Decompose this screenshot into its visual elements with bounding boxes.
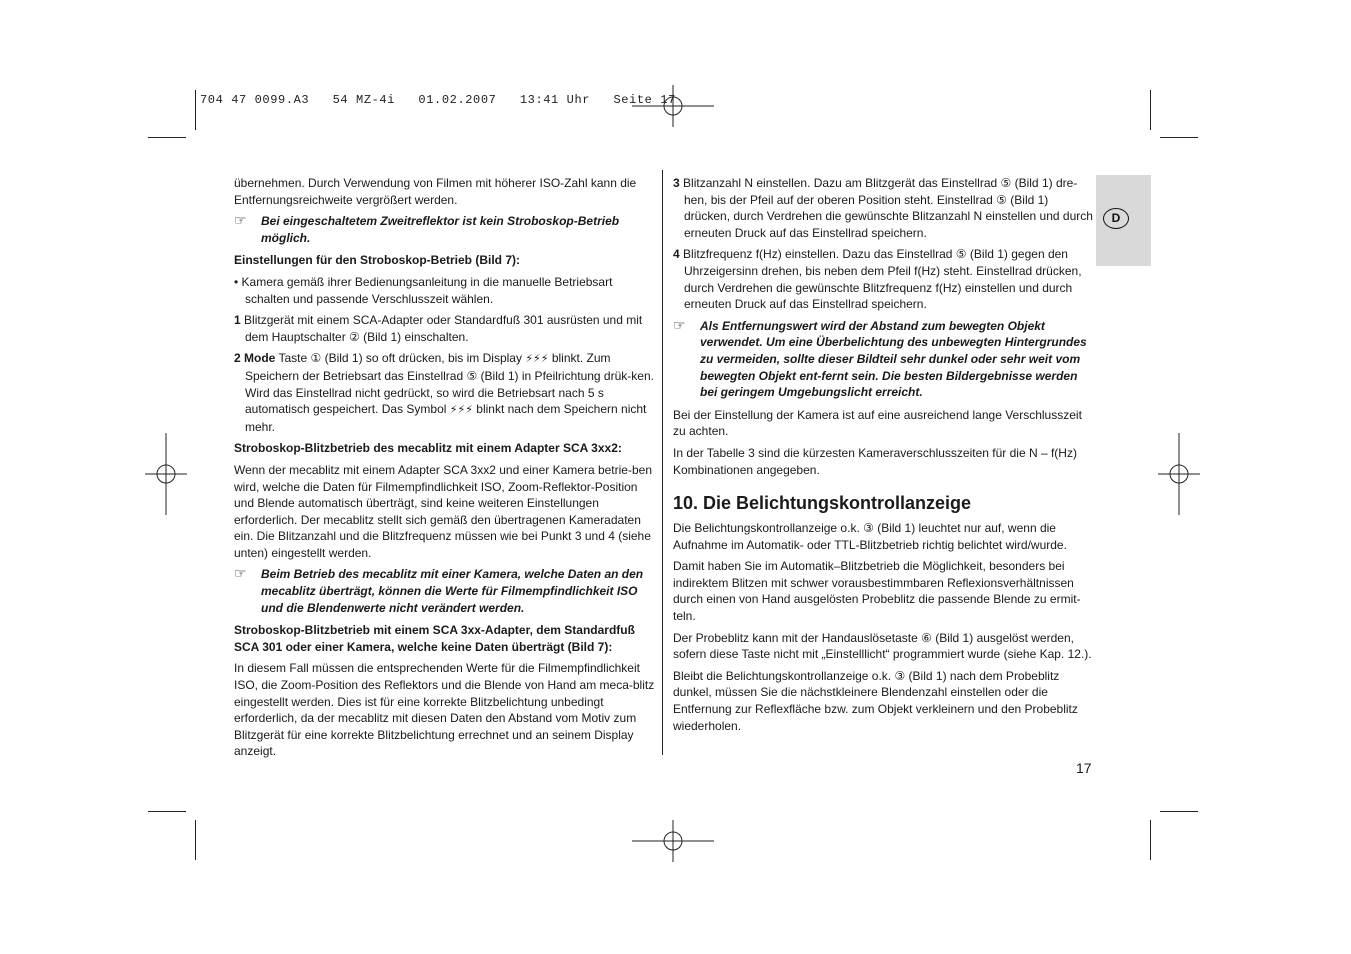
bullet-item: • Kamera gemäß ihrer Bedienungsanleitung in die manuelle Betriebsart schalten und passende Verschlusszeit wählen. [234, 274, 613, 306]
crop-mark [148, 137, 186, 138]
heading: Stroboskop-Blitzbetrieb des mecablitz mit einem Adapter SCA 3xx2: [234, 441, 622, 456]
right-column [673, 175, 1093, 739]
note [673, 318, 1093, 401]
step-number: 3 [673, 176, 680, 190]
crosshair-icon [632, 85, 714, 127]
step-item [673, 175, 1093, 241]
paragraph: Wenn der mecablitz mit einem Adapter SCA 3xx2 und einer Kamera betrie-ben wird, welche die Daten für Filmempfindlichkeit ISO, Zoom-Reflektor-Position und Blende automatisch überträgt, sind keine weiteren Einstellungen erforderlich. Der mecablitz stellt sich gemäß den übertragenen Kameradaten ein. Die Blitzanzahl und die Blitzfrequenz müssen wie bei Punkt 3 und 4 (siehe unten) eingestellt werden. [234, 462, 652, 560]
paragraph: Die Belichtungskontrollanzeige o.k. ③ (Bild 1) leuchtet nur auf, wenn die Aufnahme im Automatik- oder TTL-Blitzbetrieb richtig belichtet wird/wurde. [673, 521, 1067, 552]
step-text: Blitzfrequenz f(Hz) einstellen. Dazu das Einstellrad ⑤ (Bild 1) gegen den Uhrzeigersinn drehen, bis neben dem Pfeil f(Hz) steht. Einstellrad drücken, durch Verdrehen die gewünschte Blitzfrequenz f(Hz) einstellen und durch erneuten Druck auf das Einstellrad speichern. [679, 247, 1082, 312]
pointing-hand-icon: ☞ [234, 212, 247, 229]
note-text: Bei eingeschaltetem Zweitreflektor ist kein Stroboskop-Betrieb möglich. [261, 214, 620, 245]
heading: Stroboskop-Blitzbetrieb mit einem SCA 3xx-Adapter, dem Standardfuß SCA 301 oder einer Kamera, welche keine Daten überträgt (Bild 7): [234, 623, 635, 654]
paragraph: In der Tabelle 3 sind die kürzesten Kameraverschlusszeiten für die N – f(Hz) Kombinationen angegeben. [673, 445, 1077, 477]
step-text: blinkt. Zum Speichern der Betriebsart das Einstellrad ⑤ (Bild 1) in Pfeilrichtung drük-ken. Wird das Einstellrad nicht gedrückt, so wird die Betriebsart nach 5 s automatisch gespeichert. Das Symbol [245, 351, 654, 417]
paragraph: Bleibt die Belichtungskontrollanzeige o.k. ③ (Bild 1) nach dem Probeblitz dunkel, müssen Sie die nächstkleinere Blendenzahl einstellen oder die Entfernung zur Reflexfläche bzw. zum Objekt verkleinern und den Probeblitz wiederholen. [673, 668, 1078, 733]
page-number: 17 [1076, 760, 1092, 776]
pointing-hand-icon: ☞ [234, 565, 247, 582]
crop-mark [1150, 90, 1151, 130]
left-column [234, 175, 656, 765]
section-title: 10. Die Belichtungskontrollanzeige [673, 493, 972, 514]
paragraph: In diesem Fall müssen die entsprechenden Werte für die Filmempfindlichkeit ISO, die Zoom-Position des Reflektors und die Blende von Hand am meca-blitz eingestellt werden. Dies ist für eine korrekte Blitzbelichtung unbedingt erforderlich, da der mecablitz mit diesen Daten den Abstand vom Motiv zum Blitzgerät für eine korrekte Blitzbelichtung errechnet und an seinem Display anzeigt. [234, 661, 655, 759]
note-text: Beim Betrieb des mecablitz mit einer Kamera, welche Daten an den mecablitz überträgt, können die Werte für Filmempfindlichkeit ISO und die Blendenwerte nicht verändert werden. [261, 567, 644, 615]
column-divider [662, 170, 663, 755]
step-text: blinkt nach dem Speichern nicht mehr. [245, 402, 647, 434]
heading: Einstellungen für den Stroboskop-Betrieb (Bild 7): [234, 253, 521, 268]
print-slug: 704 47 0099.A3 54 MZ-4i 01.02.2007 13:41 Uhr Seite 17 [200, 93, 676, 107]
crop-mark [148, 811, 186, 812]
crop-mark [195, 90, 196, 130]
stroboscope-symbol-icon: ⚡⚡⚡ [449, 404, 473, 417]
crosshair-icon [145, 433, 187, 515]
paragraph: Bei der Einstellung der Kamera ist auf eine ausreichend lange Verschlusszeit zu achten. [673, 407, 1082, 439]
step-item [234, 312, 656, 345]
note [234, 213, 656, 246]
paragraph: Damit haben Sie im Automatik–Blitzbetrieb die Möglichkeit, besonders bei indirektem Blitzen mit schwer vorausbestimmbaren Reflexionsverhältnissen durch einen von Hand ausgelösten Probeblitz die passende Blende zu ermit-teln. [673, 559, 1081, 624]
crop-mark [1150, 820, 1151, 860]
crop-mark [1160, 811, 1198, 812]
crop-mark [195, 820, 196, 860]
step-text: Taste ① (Bild 1) so oft drücken, bis im Display [275, 351, 526, 366]
step-item [673, 246, 1093, 312]
crosshair-icon [632, 820, 714, 862]
stroboscope-symbol-icon: ⚡⚡⚡ [525, 353, 549, 366]
language-tab-letter: D [1103, 208, 1129, 229]
note [234, 566, 656, 616]
paragraph: übernehmen. Durch Verwendung von Filmen mit höherer ISO-Zahl kann die Entfernungsreichweite vergrößert werden. [234, 176, 637, 207]
step-number: 2 Mode [234, 351, 276, 366]
step-text: Blitzgerät mit einem SCA-Adapter oder Standardfuß 301 ausrüsten und mit dem Hauptschalter ② (Bild 1) einschalten. [240, 313, 643, 344]
note-text: Als Entfernungswert wird der Abstand zum bewegten Objekt verwendet. Um eine Überbelichtung des unbewegten Hintergrundes zu vermeiden, sollte dieser Bildteil sehr dunkel oder sehr weit vom bewegten Objekt ent-fernt sein. Die besten Bildergebnisse werden bei geringem Umgebungslicht erreicht. [700, 318, 1087, 400]
pointing-hand-icon: ☞ [673, 316, 686, 333]
step-text: Blitzanzahl N einstellen. Dazu am Blitzgerät das Einstellrad ⑤ (Bild 1) dre-hen, bis der Pfeil auf der oberen Position steht. Einstellrad ⑤ (Bild 1) drücken, durch Verdrehen die gewünschte Blitzanzahl N einstellen und durch erneuten Druck auf das Einstellrad speichern. [679, 176, 1093, 240]
step-number: 1 [234, 313, 241, 328]
step-item [234, 350, 656, 435]
step-number: 4 [673, 247, 680, 262]
crop-mark [1160, 137, 1198, 138]
paragraph: Der Probeblitz kann mit der Handauslösetaste ⑥ (Bild 1) ausgelöst werden, sofern diese Taste nicht mit „Einstelllicht“ programmiert wurde (siehe Kap. 12.). [673, 630, 1092, 662]
crosshair-icon [1158, 433, 1200, 515]
